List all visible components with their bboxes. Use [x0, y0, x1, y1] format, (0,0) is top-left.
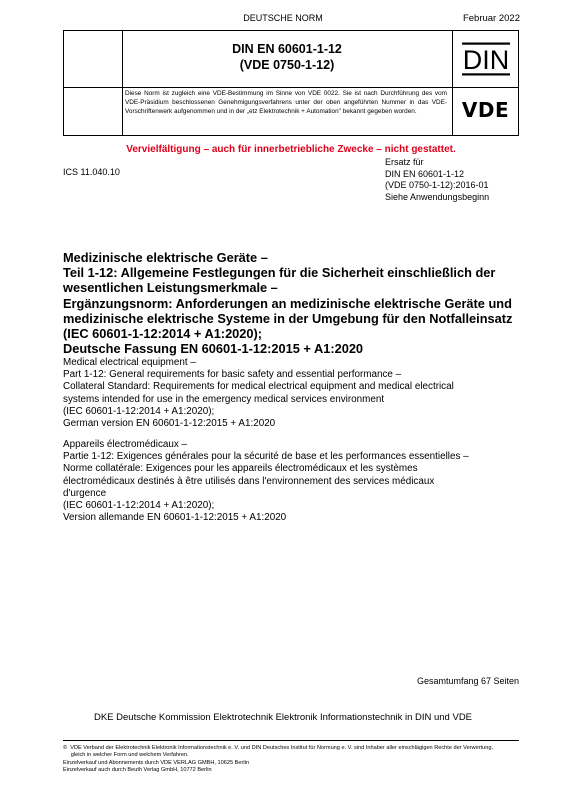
copyright-line: © VDE Verband der Elektrotechnik Elektronik Informationstechnik e. V. und DIN Deutsches Institut für Normung e. V. sind Inhaber aller einschlägigen Rechte der Verwertung, [63, 745, 493, 751]
title-de-line: Ergänzungsnorm: Anforderungen an medizinische elektrische Geräte und [63, 295, 512, 311]
din-logo [453, 37, 518, 81]
replacement-label: Ersatz für [385, 157, 424, 167]
copyright-line: Einzelverkauf auch durch Beuth Verlag GmbH, 10772 Berlin [63, 766, 212, 773]
copyright-notice [63, 745, 533, 774]
vde-statement-box [63, 86, 519, 136]
title-en-line: (IEC 60601-1-12:2014 + A1:2020); [63, 405, 215, 417]
title-fr-line: Norme collatérale: Exigences pour les appareils électromédicaux et les systèmes [63, 463, 418, 475]
ics-code: ICS 11.040.10 [63, 167, 120, 177]
dke-commission: DKE Deutsche Kommission Elektrotechnik Elektronik Informationstechnik in DIN und VDE [93, 712, 473, 723]
title-de-line: (IEC 60601-1-12:2014 + A1:2020); [63, 326, 263, 342]
title-en-line: Medical electrical equipment – [63, 357, 196, 368]
title-de-line: wesentlichen Leistungsmerkmale – [63, 280, 278, 296]
title-fr-line: d'urgence [63, 487, 107, 499]
standard-number-box [63, 30, 519, 88]
title-fr-line: (IEC 60601-1-12:2014 + A1:2020); [63, 500, 215, 512]
title-en-line: Part 1-12: General requirements for basic safety and essential performance – [63, 369, 402, 381]
total-pages: Gesamtumfang 67 Seiten [416, 676, 519, 686]
title-fr-line: Partie 1-12: Exigences générales pour la sécurité de base et les performances essentielles – [63, 451, 469, 463]
publication-date: Februar 2022 [462, 13, 520, 24]
application-start-note: Siehe Anwendungsbeginn [385, 191, 490, 202]
din-number: DIN EN 60601-1-12 [232, 42, 342, 56]
title-fr-line: Appareils électromédicaux – [63, 439, 188, 450]
title-french [63, 439, 519, 524]
title-de-line: Deutsche Fassung EN 60601-1-12:2015 + A1:2020 [63, 341, 364, 357]
title-english [63, 357, 519, 430]
footer-divider [63, 740, 519, 741]
copyright-line: gleich in welcher Form und welchem Verfahren. [63, 752, 189, 759]
title-en-line: Collateral Standard: Requirements for medical electrical equipment and medical electrical [63, 381, 454, 393]
reproduction-notice: Vervielfältigung – auch für innerbetriebliche Zwecke – nicht gestattet. [126, 144, 456, 155]
din-logo-icon [461, 42, 511, 76]
title-fr-line: Version allemande EN 60601-1-12:2015 + A1:2020 [63, 512, 287, 524]
title-german [63, 250, 519, 356]
standard-designation [122, 41, 452, 73]
title-de-line: Teil 1-12: Allgemeine Festlegungen für die Sicherheit einschließlich der [63, 265, 496, 281]
norm-type-label: DEUTSCHE NORM [243, 13, 323, 23]
svg-text:DIN: DIN [462, 45, 509, 75]
replaced-vde: (VDE 0750-1-12):2016-01 [385, 180, 489, 190]
title-fr-line: électromédicaux destinés à être utilisés dans l'environnement des services médicaux [63, 475, 435, 487]
vde-statement: Diese Norm ist zugleich eine VDE-Bestimmung im Sinne von VDE 0022. Sie ist nach Durchführung des vom VDE-Präsidium beschlossenen Genehmigungsverfahrens unter der oben angeführten Nummer in das VDE-Vorschriftenwerk aufgenommen und in der „etz Elektrotechnik + Automation" bekannt gegeben worden. [125, 90, 447, 115]
title-en-line: systems intended for use in the emergency medical services environment [63, 393, 385, 405]
vde-logo: VDE [461, 98, 510, 122]
replacement-info [385, 157, 489, 203]
title-en-line: German version EN 60601-1-12:2015 + A1:2020 [63, 418, 276, 430]
vde-number: (VDE 0750-1-12) [239, 58, 335, 72]
title-de-line: medizinische elektrische Systeme in der Umgebung für den Notfalleinsatz [63, 310, 513, 326]
replaced-standard: DIN EN 60601-1-12 [385, 168, 465, 179]
copyright-line: Einzelverkauf und Abonnements durch VDE VERLAG GMBH, 10625 Berlin [63, 759, 249, 766]
title-de-line: Medizinische elektrische Geräte – [63, 250, 268, 265]
